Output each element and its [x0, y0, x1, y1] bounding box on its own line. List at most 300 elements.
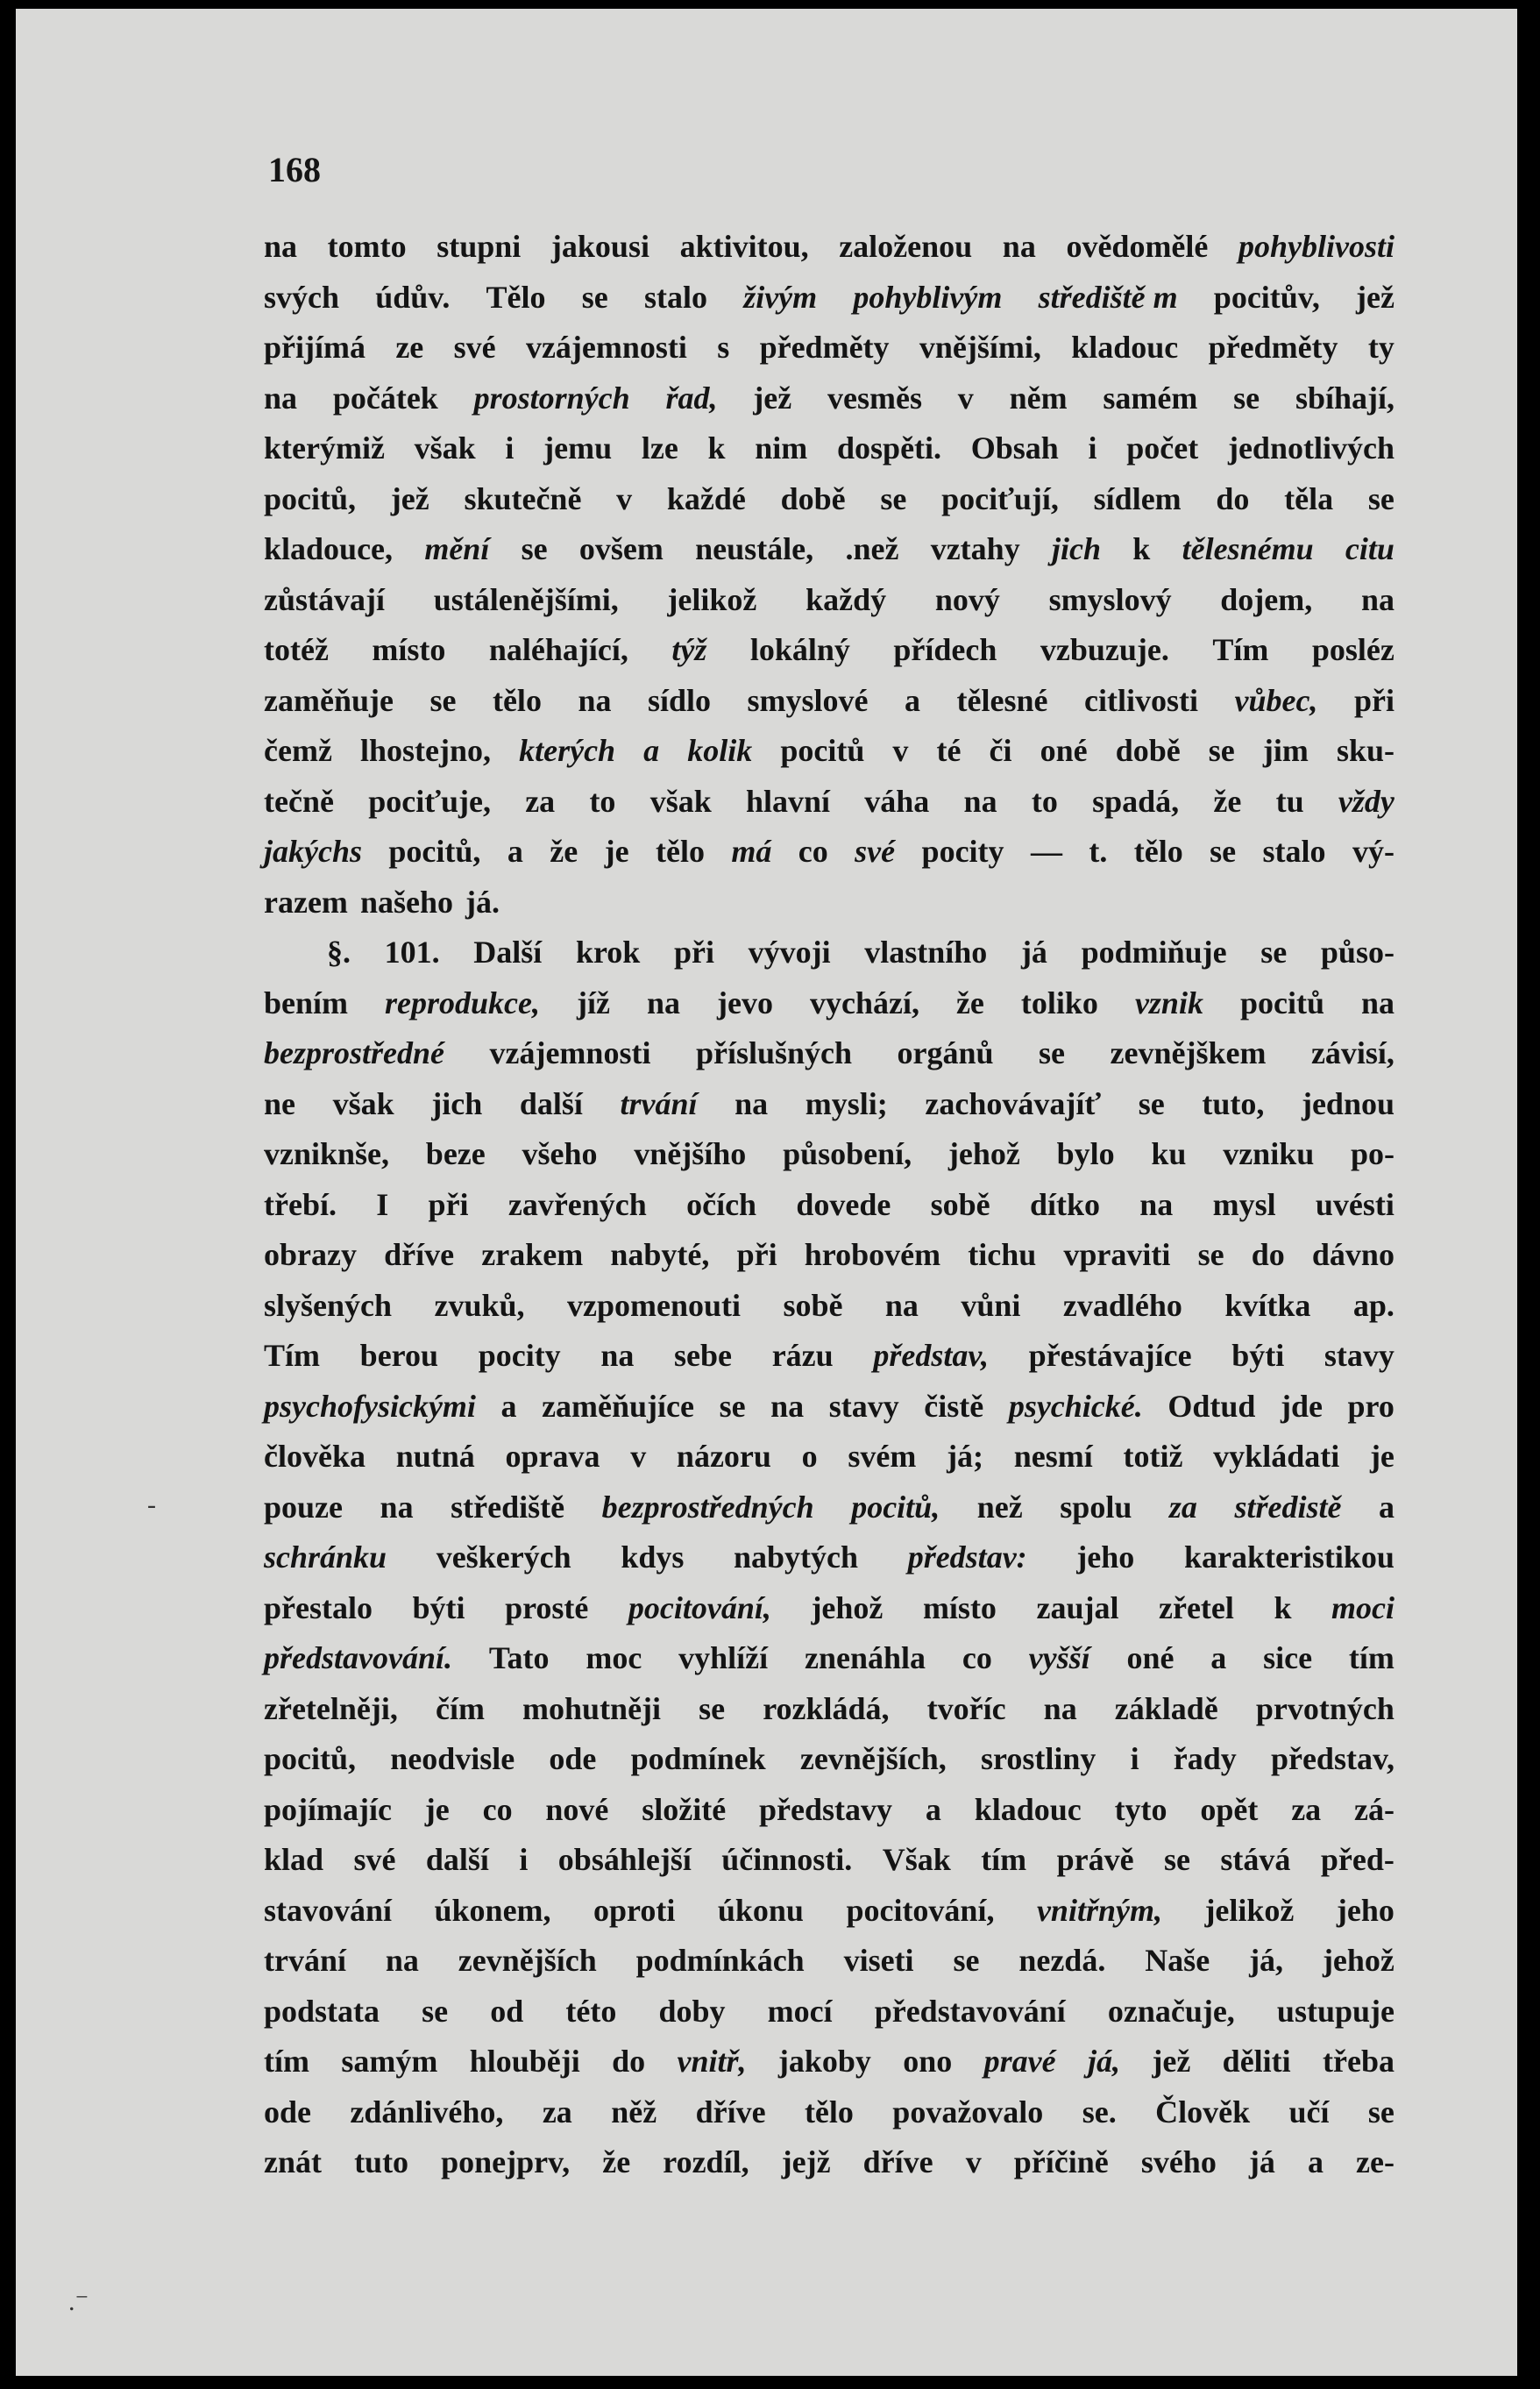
word: stalo: [1262, 834, 1326, 869]
word: tělo: [1133, 834, 1183, 869]
word: vychází,: [809, 985, 919, 1020]
word: zavřených: [507, 1186, 647, 1222]
text-line: [264, 1633, 1395, 1684]
word: při: [673, 935, 714, 970]
word: se.: [1082, 2094, 1117, 2129]
word: tečně: [264, 783, 334, 819]
text-line: [264, 1785, 1395, 1836]
word: na: [884, 1287, 919, 1323]
word: i: [1088, 430, 1097, 466]
word: dříve: [695, 2094, 766, 2129]
word: v: [616, 480, 633, 516]
word: čemž: [264, 733, 332, 768]
word: oproti: [593, 1892, 676, 1928]
word: oné: [1040, 733, 1088, 768]
word: základě: [1114, 1690, 1218, 1726]
word: v: [892, 733, 909, 768]
word: něž: [611, 2094, 657, 2129]
word: pocitování,: [628, 1589, 771, 1625]
word: přijímá: [264, 330, 365, 365]
word: člověka: [264, 1439, 365, 1474]
word: toliko: [1020, 985, 1098, 1020]
word: spolu: [1060, 1489, 1132, 1525]
word: —: [1030, 834, 1062, 869]
word: svého: [1140, 2144, 1217, 2179]
word: přestalo: [264, 1589, 373, 1625]
word: že: [550, 834, 578, 869]
word: jevo: [717, 985, 773, 1020]
word: viseti: [843, 1943, 914, 1978]
word: mohutněji: [522, 1690, 662, 1726]
text-line: [264, 423, 1395, 474]
word: na: [1043, 1690, 1077, 1726]
word: střediště: [451, 1489, 565, 1525]
text-line: [264, 524, 1395, 575]
text-line: [264, 878, 1395, 928]
word: býti: [412, 1589, 465, 1625]
word: nový: [934, 581, 1000, 617]
word: však: [649, 783, 712, 819]
word: do: [1216, 480, 1250, 516]
word: pocitů,: [264, 480, 357, 516]
word: rozdíl,: [663, 2144, 749, 2179]
word: třebí.: [264, 1186, 337, 1222]
word: na: [600, 1338, 635, 1373]
text-line: [264, 777, 1395, 828]
word: jež: [390, 480, 429, 516]
word: tuto,: [1202, 1085, 1265, 1121]
word: vznik: [1134, 985, 1203, 1020]
text-line: [264, 1482, 1395, 1533]
text-line: [264, 827, 1395, 878]
word: nové: [545, 1791, 609, 1827]
word: smyslový: [1048, 581, 1172, 617]
word: reprodukce,: [385, 985, 540, 1020]
word: řady: [1173, 1741, 1237, 1776]
word: mysli;: [805, 1085, 888, 1121]
word: úkonem,: [434, 1892, 551, 1928]
word: moci: [1331, 1589, 1395, 1625]
word: totiž: [1123, 1439, 1183, 1474]
word: údův.: [375, 279, 451, 315]
word: vzbuzuje.: [1040, 632, 1169, 667]
word: vyhlíží: [678, 1640, 769, 1675]
word: půso-: [1320, 935, 1395, 970]
word: se: [699, 1690, 726, 1726]
word: bezprostředné: [264, 1035, 444, 1070]
word: sku-: [1336, 733, 1395, 768]
word: a: [643, 733, 660, 768]
word: jelikož: [1204, 1892, 1295, 1928]
word: klad: [264, 1842, 324, 1877]
word: se: [719, 1388, 746, 1424]
word: mysl: [1212, 1186, 1276, 1222]
word: vzniku: [1223, 1136, 1315, 1171]
word: na: [264, 380, 298, 416]
word: nim: [755, 430, 808, 466]
word: samém: [1103, 380, 1198, 416]
word: nabyté,: [610, 1237, 710, 1272]
word: je: [604, 834, 629, 869]
word: a: [500, 1388, 517, 1424]
word: I: [376, 1186, 389, 1222]
word: se: [1138, 1085, 1165, 1121]
word: v: [965, 2144, 982, 2179]
word: vůni: [961, 1287, 1021, 1323]
word: střediště m: [1038, 279, 1178, 315]
word: se: [1210, 834, 1237, 869]
word: a: [507, 834, 523, 869]
word: já.: [465, 884, 500, 920]
word: Další: [473, 935, 543, 970]
word: zřetel: [1159, 1589, 1234, 1625]
word: je: [424, 1791, 450, 1827]
word: další: [425, 1842, 489, 1877]
word: týž: [671, 632, 707, 667]
word: zřetelněji,: [264, 1690, 398, 1726]
word: za: [525, 783, 556, 819]
word: v: [957, 380, 974, 416]
word: tím: [264, 2044, 309, 2079]
word: §.: [327, 935, 351, 970]
word: se: [1367, 2094, 1395, 2129]
text-line: [264, 2087, 1395, 2138]
text-line: [264, 1281, 1395, 1332]
word: to: [1031, 783, 1058, 819]
word: skutečně: [464, 480, 582, 516]
word: sobě: [930, 1186, 990, 1222]
word: stavy: [828, 1388, 899, 1424]
word: představ:: [907, 1539, 1027, 1575]
word: zevnějších,: [799, 1741, 947, 1776]
word: moc: [585, 1640, 642, 1675]
word: na: [1139, 1186, 1174, 1222]
word: kladouce,: [264, 531, 394, 566]
word: ustupuje: [1276, 1993, 1395, 2029]
word: t.: [1089, 834, 1108, 869]
word: o: [801, 1439, 818, 1474]
word: ustálenějšími,: [433, 581, 619, 617]
word: podmiňuje: [1081, 935, 1227, 970]
word: hlouběji: [469, 2044, 580, 2079]
word: se: [1367, 480, 1395, 516]
word: že: [1213, 783, 1242, 819]
word: názoru: [676, 1439, 771, 1474]
word: předměty: [759, 330, 890, 365]
word: co: [798, 834, 828, 869]
word: třeba: [1323, 2044, 1395, 2079]
word: svém: [848, 1439, 917, 1474]
text-line: [264, 1079, 1395, 1130]
word: Odtud: [1167, 1388, 1256, 1424]
word: představování.: [264, 1640, 452, 1675]
word: s: [717, 330, 730, 365]
word: váha: [864, 783, 930, 819]
word: před-: [1320, 1842, 1395, 1877]
word: kdys: [621, 1539, 685, 1575]
word: a: [1379, 1489, 1395, 1525]
text-line: [264, 1230, 1395, 1281]
word: vnitř,: [677, 2044, 747, 2079]
word: psychofysickými: [264, 1388, 476, 1424]
word: příčině: [1013, 2144, 1109, 2179]
word: na: [1360, 581, 1395, 617]
word: srostliny: [981, 1741, 1096, 1776]
word: dospěti.: [837, 430, 942, 466]
word: ze: [395, 330, 424, 365]
text-line: [264, 222, 1395, 273]
word: jich: [1051, 531, 1101, 566]
word: na: [1002, 229, 1036, 264]
word: kladouc: [974, 1791, 1082, 1827]
word: tuto: [354, 2144, 409, 2179]
word: považovalo: [892, 2094, 1044, 2129]
word: psychické.: [1008, 1388, 1143, 1424]
word: za: [1168, 1489, 1197, 1525]
word: řad,: [665, 380, 718, 416]
word: místo: [372, 632, 446, 667]
word: tím: [981, 1842, 1027, 1877]
word: předměty: [1208, 330, 1338, 365]
word: Obsah: [970, 430, 1059, 466]
word: zachovávajíť: [925, 1085, 1102, 1121]
word: za: [1291, 1791, 1322, 1827]
word: oprava: [505, 1439, 600, 1474]
word: citlivosti: [1083, 682, 1198, 718]
word: že: [955, 985, 984, 1020]
word: počet: [1126, 430, 1199, 466]
word: jež: [753, 380, 792, 416]
word: smyslové: [747, 682, 869, 718]
word: těla: [1284, 480, 1334, 516]
text-line: [264, 273, 1395, 324]
word: i: [505, 430, 515, 466]
word: se: [880, 480, 907, 516]
word: vnitřným,: [1036, 1892, 1162, 1928]
word: vztahy: [930, 531, 1020, 566]
word: citu: [1345, 531, 1395, 566]
word: uvésti: [1315, 1186, 1395, 1222]
word: sídlo: [647, 682, 712, 718]
word: jakousi: [550, 229, 649, 264]
word: jež: [1152, 2044, 1191, 2079]
word: pocitů,: [851, 1489, 940, 1525]
text-line: [264, 1583, 1395, 1634]
word: vzájemnosti: [489, 1035, 651, 1070]
word: jehož: [1322, 1943, 1395, 1978]
word: dítko: [1029, 1186, 1100, 1222]
word: stavování: [264, 1892, 393, 1928]
word: od: [490, 1993, 524, 2029]
word: vzniknše,: [264, 1136, 390, 1171]
word: znát: [264, 2144, 322, 2179]
word: pocitů,: [388, 834, 481, 869]
word: prostorných: [473, 380, 630, 416]
word: jakýchs: [264, 834, 362, 869]
word: neustále,: [695, 531, 814, 566]
word: vnějšího: [634, 1136, 747, 1171]
word: jednou: [1301, 1085, 1395, 1121]
word: je: [1369, 1439, 1395, 1474]
page-number: 168: [268, 150, 321, 189]
word: na: [264, 229, 298, 264]
word: ono: [903, 2044, 953, 2079]
word: do: [612, 2044, 646, 2079]
word: veškerých: [436, 1539, 571, 1575]
word: na: [963, 783, 997, 819]
text-line: [264, 1886, 1395, 1937]
word: pouze: [264, 1489, 343, 1525]
word: pohyblivosti: [1238, 229, 1395, 264]
word: já,: [1249, 1943, 1284, 1978]
word: na: [646, 985, 680, 1020]
word: pocitů: [1239, 985, 1324, 1020]
word: přídech: [893, 632, 997, 667]
text-line: [264, 2137, 1395, 2188]
word: mocí: [767, 1993, 833, 2029]
word: nezdá.: [1018, 1943, 1106, 1978]
word: představy: [759, 1791, 893, 1827]
word: jakoby: [777, 2044, 871, 2079]
word: stavy: [1324, 1338, 1395, 1373]
word: pocitů,: [264, 1741, 357, 1776]
word: jde: [1280, 1388, 1323, 1424]
word: své: [353, 1842, 396, 1877]
word: hrobovém: [804, 1237, 941, 1272]
word: sobě: [783, 1287, 843, 1323]
word: jelikož: [667, 581, 757, 617]
word: zá-: [1354, 1791, 1395, 1827]
word: počátek: [332, 380, 438, 416]
word: trvání: [264, 1943, 346, 1978]
word: se: [1197, 1237, 1224, 1272]
text-line: [264, 373, 1395, 424]
word: já;: [947, 1439, 984, 1474]
word: při: [736, 1237, 777, 1272]
text-line: [264, 1129, 1395, 1180]
word: doby: [658, 1993, 726, 2029]
word: beze: [425, 1136, 486, 1171]
word: tu: [1275, 783, 1304, 819]
text-line: [264, 1987, 1395, 2037]
word: co: [482, 1791, 513, 1827]
word: berou: [359, 1338, 439, 1373]
word: se: [429, 682, 457, 718]
word: vzájemnosti: [525, 330, 687, 365]
word: krok: [575, 935, 641, 970]
word: další: [519, 1085, 583, 1121]
word: tělesné: [956, 682, 1048, 718]
word: naléhající,: [488, 632, 628, 667]
word: k: [1132, 531, 1151, 566]
word: rázu: [771, 1338, 834, 1373]
word: já: [1248, 2144, 1275, 2179]
word: tomto: [327, 229, 407, 264]
word: této: [565, 1993, 617, 2029]
word: představ,: [1270, 1741, 1395, 1776]
word: karakteristikou: [1183, 1539, 1395, 1575]
word: na: [735, 1085, 769, 1121]
word: jeho: [1076, 1539, 1135, 1575]
word: své: [855, 834, 896, 869]
word: zaměňujíce: [542, 1388, 694, 1424]
word: jíž: [577, 985, 610, 1020]
word: tělo: [492, 682, 542, 718]
word: k: [1274, 1589, 1292, 1625]
word: označuje,: [1107, 1993, 1235, 2029]
word: jich: [431, 1085, 483, 1121]
word: ode: [264, 2094, 311, 2129]
word: obrazy: [264, 1237, 357, 1272]
word: pocity: [921, 834, 1004, 869]
word: vždy: [1338, 783, 1395, 819]
text-line: [264, 1936, 1395, 1987]
word: bením: [264, 985, 349, 1020]
word: do: [1251, 1237, 1285, 1272]
word: lze: [641, 430, 678, 466]
word: kterýmiž: [264, 430, 385, 466]
text-line: [264, 1835, 1395, 1886]
word: totéž: [264, 632, 329, 667]
word: ty: [1367, 330, 1395, 365]
word: se: [1039, 1035, 1066, 1070]
word: pocity: [478, 1338, 561, 1373]
word: na: [578, 682, 612, 718]
word: vesměs: [827, 380, 922, 416]
word: zvadlého: [1062, 1287, 1182, 1323]
word: ovědomělé: [1066, 229, 1209, 264]
word: býti: [1231, 1338, 1285, 1373]
word: přestávajíce: [1028, 1338, 1192, 1373]
word: založenou: [839, 229, 973, 264]
text-line: [264, 575, 1395, 626]
word: Člověk: [1155, 2094, 1251, 2129]
word: orgánů: [897, 1035, 994, 1070]
word: zdánlivého,: [350, 2094, 504, 2129]
word: za: [542, 2094, 572, 2129]
word: vlastního: [864, 935, 988, 970]
word: pocitův,: [1213, 279, 1320, 315]
word: zevnějších: [458, 1943, 597, 1978]
word: zaujal: [1036, 1589, 1119, 1625]
word: i: [519, 1842, 529, 1877]
word: sídlem: [1093, 480, 1182, 516]
word: pociťují,: [941, 480, 1059, 516]
word: účinnosti.: [721, 1842, 853, 1877]
text-line: [264, 1734, 1395, 1785]
word: a: [1307, 2144, 1324, 2179]
word: závisí,: [1310, 1035, 1395, 1070]
word: pocitů: [780, 733, 865, 768]
margin-mark: -: [147, 1490, 156, 1519]
word: představ,: [873, 1338, 989, 1373]
text-line: [264, 928, 1395, 978]
word: Tato: [488, 1640, 550, 1675]
word: té: [936, 733, 962, 768]
text-line: [264, 1028, 1395, 1079]
word: slyšených: [264, 1287, 393, 1323]
word: jež: [1356, 279, 1395, 315]
word: nabytých: [734, 1539, 859, 1575]
word: vykládati: [1213, 1439, 1340, 1474]
word: době: [1115, 733, 1181, 768]
word: dojem,: [1220, 581, 1313, 617]
word: stupni: [436, 229, 522, 264]
word: kterých: [519, 733, 616, 768]
word: vzpomenouti: [566, 1287, 741, 1323]
text-line: [264, 676, 1395, 727]
word: i: [1130, 1741, 1139, 1776]
